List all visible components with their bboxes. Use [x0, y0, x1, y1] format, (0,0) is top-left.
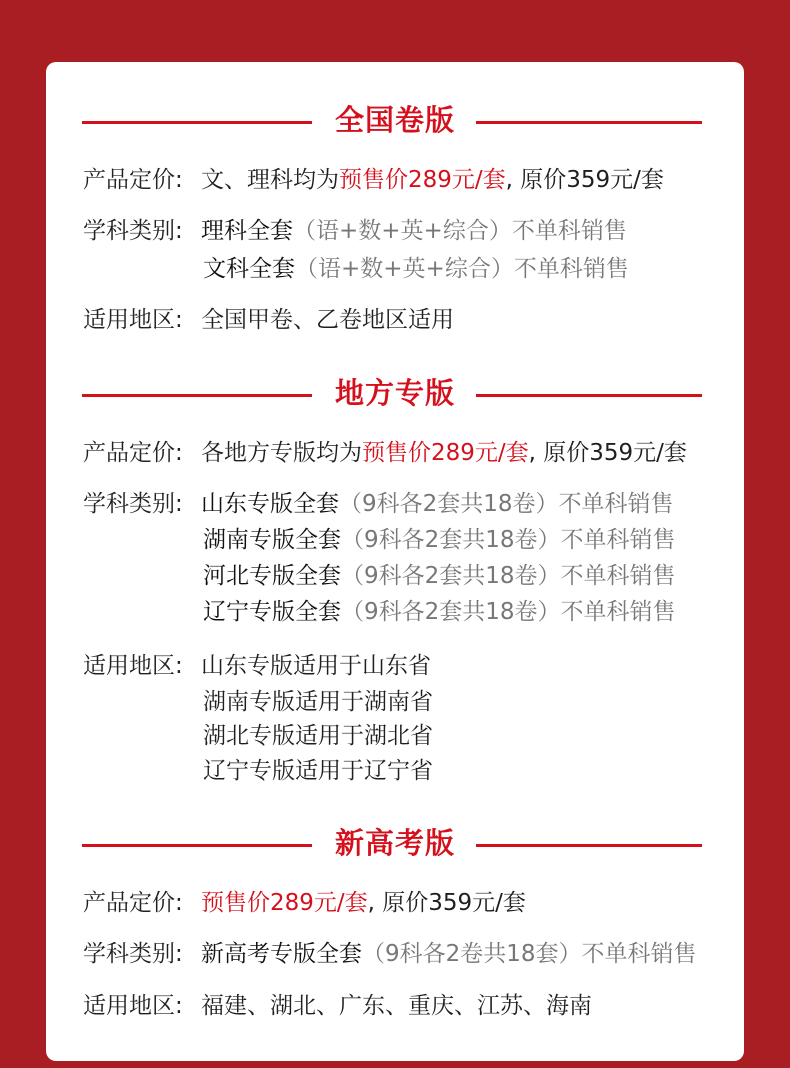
- original-price: , 原价359元/套: [505, 167, 664, 193]
- sale-price: 预售价289元/套: [201, 890, 368, 916]
- price-label: 产品定价:: [83, 167, 183, 193]
- subject-note: （9科各2套共18卷）不单科销售: [339, 491, 674, 517]
- subject-row: [83, 935, 734, 968]
- original-price: , 原价359元/套: [528, 440, 687, 466]
- price-label: 产品定价:: [83, 890, 183, 916]
- subject-name: 文科全套: [203, 256, 295, 282]
- subject-row: [203, 593, 676, 626]
- subject-name: 辽宁专版全套: [203, 599, 341, 625]
- region-text: 山东专版适用于山东省: [201, 653, 431, 679]
- subject-row: [203, 521, 676, 554]
- region-text: 全国甲卷、乙卷地区适用: [201, 307, 454, 333]
- price-row: [83, 434, 734, 467]
- price-prefix: 文、理科均为: [201, 167, 339, 193]
- divider-right: [476, 121, 702, 124]
- subject-name: 山东专版全套: [201, 491, 339, 517]
- section-header-local: [46, 335, 744, 410]
- price-label: 产品定价:: [83, 440, 183, 466]
- subject-note: （9科各2卷共18套）不单科销售: [362, 941, 697, 967]
- subject-name: 河北专版全套: [203, 563, 341, 589]
- subject-row: [203, 557, 676, 590]
- region-label: 适用地区:: [83, 307, 183, 333]
- region-text: 辽宁专版适用于辽宁省: [203, 758, 433, 784]
- section-header-new-gaokao: [46, 785, 744, 860]
- product-card: [46, 62, 744, 1061]
- region-label: 适用地区:: [83, 653, 183, 679]
- region-row: [83, 647, 734, 680]
- region-row: [83, 301, 734, 334]
- original-price: , 原价359元/套: [367, 890, 526, 916]
- subject-label: 学科类别:: [83, 941, 183, 967]
- subject-note: （9科各2套共18卷）不单科销售: [341, 599, 676, 625]
- sale-price: 预售价289元/套: [362, 440, 529, 466]
- price-row: [83, 161, 734, 194]
- subject-row: [83, 212, 734, 245]
- subject-name: 湖南专版全套: [203, 527, 341, 553]
- subject-row: [83, 485, 734, 518]
- section-title: 地方专版: [334, 376, 455, 410]
- subject-note: （9科各2套共18卷）不单科销售: [341, 563, 676, 589]
- region-label: 适用地区:: [83, 993, 183, 1019]
- region-text: 湖北专版适用于湖北省: [203, 723, 433, 749]
- divider-right: [476, 394, 702, 397]
- price-row: [83, 884, 734, 917]
- subject-label: 学科类别:: [83, 491, 183, 517]
- sale-price: 预售价289元/套: [339, 167, 506, 193]
- subject-note: （语+数+英+综合）不单科销售: [295, 256, 629, 282]
- subject-note: （9科各2套共18卷）不单科销售: [341, 527, 676, 553]
- divider-right: [476, 844, 702, 847]
- region-text: 湖南专版适用于湖南省: [203, 689, 433, 715]
- subject-name: 新高考专版全套: [201, 941, 362, 967]
- section-title: 全国卷版: [334, 103, 455, 137]
- subject-note: （语+数+英+综合）不单科销售: [293, 218, 627, 244]
- price-prefix: 各地方专版均为: [201, 440, 362, 466]
- subject-label: 学科类别:: [83, 218, 183, 244]
- subject-row: [203, 250, 629, 283]
- section-header-national: [46, 62, 744, 137]
- subject-name: 理科全套: [201, 218, 293, 244]
- region-row: [83, 987, 734, 1020]
- region-text: 福建、湖北、广东、重庆、江苏、海南: [201, 993, 592, 1019]
- section-title: 新高考版: [334, 826, 455, 860]
